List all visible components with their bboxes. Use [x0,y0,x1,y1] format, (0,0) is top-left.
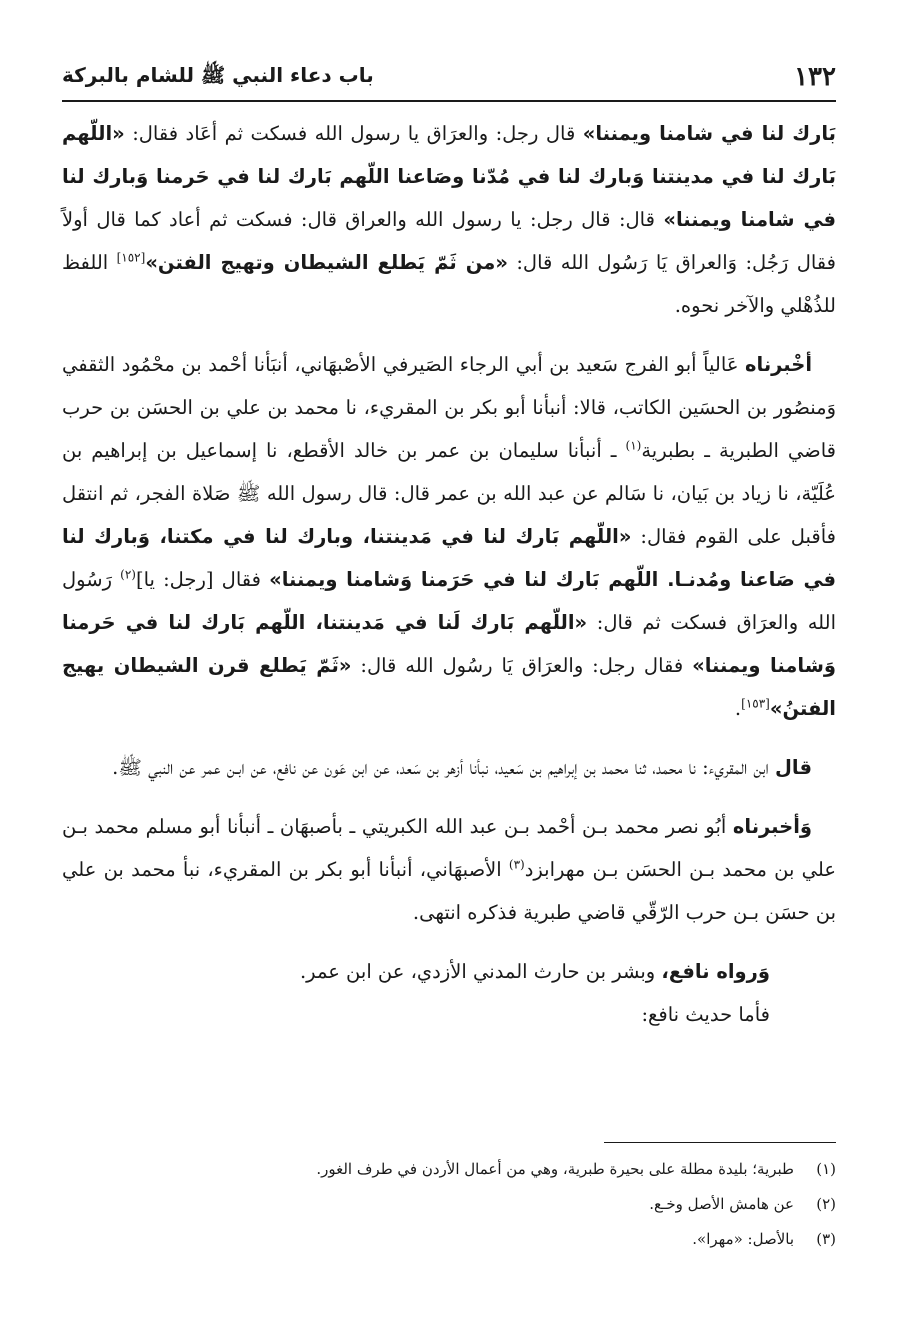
lead-word: وَرواه نافع، [661,960,770,983]
reference-marker: (١) [625,438,642,453]
main-text [62,112,836,1036]
reference-marker: (٣) [508,857,525,872]
hadith-quote: «اللّهم بَارك لَنا في مَدينتنا، اللّهم بَارك لنا في حَرمنا وَشامنا ويمننا» [62,611,836,677]
reference-marker: (٢) [120,567,136,582]
text-run: فقال [رجل: يا] [135,568,270,591]
footnote-number: (١) [816,1160,836,1178]
footnote-text: بالأصل: «مهرا». [692,1230,794,1248]
hadith-quote: «اللّهم بَارك لنا في مَدينتنا، وبارك لنا في مكتنا، وَبارك لنا في صَاعنا ومُدنـا. اللّهم بَارك لنا في حَرَمنا وَشامنا ويمننا» [62,525,836,591]
lead-word: أخْبرناه [745,353,812,376]
text-run: فقال رجل: والعرَاق يَا رسُول الله قال: [351,654,693,677]
footnote-text: طبرية؛ بليدة مطلة على بحيرة طبرية، وهي من أعمال الأردن في طرف الغور. [316,1160,794,1178]
text-run: . [734,697,742,720]
text-run: أبُو نصر محمد بـن أحْمد بـن عبد الله الكبريتي ـ بأصبهَان ـ أنبأنا أبو مسلم محمد بـن علي بن محمد بـن الحسَن بـن مهرابزد [62,815,836,881]
text-run: اللفظ للذُهْلي والآخر نحوه. [62,251,836,317]
text-run: وبشر بن حارث المدني الأزدي، عن ابن عمر. [299,960,662,983]
hadith-quote: «من ثَمّ يَطلع الشيطان وتهيج الفتن» [145,251,508,274]
page-number: ١٣٢ [794,62,836,92]
text-run: فأما حديث نافع: [641,1003,770,1026]
reference-marker: [١٥٢] [116,250,146,265]
footnotes [62,1152,836,1257]
text-run: قال: قال رجل: يا رسول الله والعراق قال: فسكت ثم أعاد كما قال أولاً فقال رَجُل: وَالعراق يَا رَسُول الله قال: [62,208,836,274]
hadith-quote: «ثَمّ يَطلع قرن الشيطان يهيج الفتنُ» [62,654,836,720]
lead-word: قال [774,756,812,779]
lead-word: وَأخبرناه [732,815,812,838]
footnote-number: (٢) [816,1195,836,1213]
paragraph-1 [62,112,836,327]
text-run: الأصبهَاني، أنبأنا أبو بكر بن المقريء، نبأ محمد بن علي بن حسَن بـن حرب الرّقّي قاضي طبرية فذكره انتهى. [62,858,836,924]
paragraph-6 [62,993,836,1036]
page-header [62,40,836,102]
running-title: باب دعاء النبي ﷺ للشام بالبركة [62,63,374,87]
hadith-quote: بَارك لنا في شامنا ويمننا» [582,122,836,145]
paragraph-2 [62,343,836,730]
footnote-3 [62,1222,836,1257]
reference-marker: [١٥٣] [741,696,770,711]
text-run: قال رجل: والعرَاق يا رسول الله فسكت ثم أعَاد فقال: [124,122,583,145]
text-run: ـ أنبأنا سليمان بن عمر بن خالد الأقطع، نا إسماعيل بن إبراهيم بن عُلَيّة، نا زياد بن بَيان، نا سَالم عن عبد الله بن عمر قال: قال رسول الله ﷺ صَلاة الفجر، ثم انتقل فأقبل على القوم فقال: [62,439,836,548]
footnote-1 [62,1152,836,1187]
footnote-text: عن هامش الأصل وخـع. [649,1195,794,1213]
text-run: رَسُول الله والعرَاق فسكت ثم قال: [62,568,837,634]
footnote-number: (٣) [816,1230,836,1248]
footnote-divider [604,1142,836,1143]
hadith-quote: «اللّهم بَارك لنا في مدينتنا وَبارك لنا في مُدّنا وصَاعنا اللّهم بَارك لنا في حَرمنا وَبارك لنا في شامنا ويمننا» [62,122,836,231]
paragraph-3 [62,746,836,789]
paragraph-5 [62,950,836,993]
paragraph-4 [62,805,836,934]
text-run: ابن المقريء: نا محمد، ثنا محمد بن إبراهيم بن سَعيد، نبأنا أزهر بن سَعد، عن ابن عَون عن نافع، عن ابـن عمر عن النبي ﷺ. [112,756,775,779]
text-run: عَالياً أبو الفرج سَعيد بن أبي الرجاء الصَيرفي الأصْبهَاني، أنبَأنا أحْمد بن محْمُود الثقفي وَمنصُور بن الحسَين الكاتب، قالا: أنبأنا أبو بكر بن المقريء، نا محمد بن علي بن الحسَن بن حرب قاضي الطبرية ـ بطبرية [62,353,837,462]
footnote-2 [62,1187,836,1222]
